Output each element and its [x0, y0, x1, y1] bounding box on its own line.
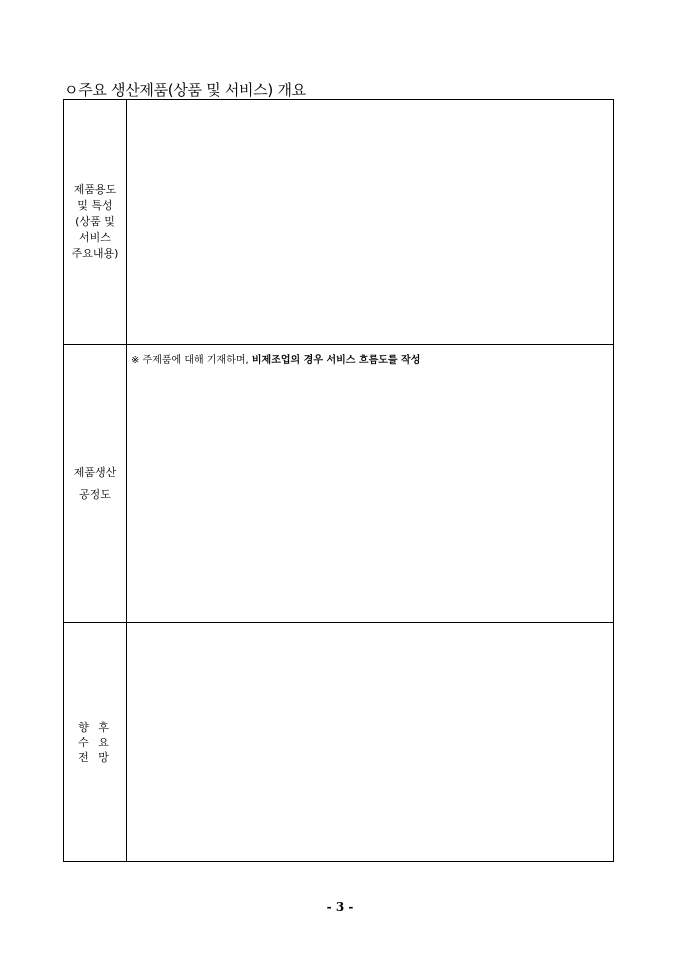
row-label-demand-outlook: [64, 623, 127, 861]
label-line: 제품생산: [73, 465, 117, 479]
note-emphasis: 비제조업의 경우 서비스 흐름도를 작성: [251, 355, 421, 366]
product-features-entry-area[interactable]: [127, 100, 613, 344]
label-line: 및 특성: [77, 199, 113, 212]
label-line: 전 망: [78, 750, 112, 764]
label-line: 수 요: [78, 735, 112, 749]
label-line: 향 후: [78, 720, 112, 734]
product-overview-table: [63, 99, 614, 862]
label-line: 제품용도: [73, 183, 117, 196]
section-heading: ㅇ주요 생산제품(상품 및 서비스) 개요: [64, 81, 306, 99]
production-process-entry-area[interactable]: [127, 345, 613, 622]
row-production-process: [64, 345, 613, 623]
demand-outlook-entry-area[interactable]: [127, 623, 613, 861]
label-line: 서비스: [79, 231, 111, 244]
label-line: 공정도: [79, 487, 111, 501]
page-number: - 3 -: [326, 900, 354, 914]
label-line: (상품 및: [75, 215, 115, 228]
label-line: 주요내용): [71, 247, 119, 260]
row-label-production-process: [64, 345, 127, 622]
instruction-note: [131, 351, 420, 366]
row-demand-outlook: [64, 623, 613, 861]
note-text: ※ 주제품에 대해 기재하며,: [131, 355, 252, 366]
row-label-product-features: [64, 100, 127, 344]
row-product-features: [64, 100, 613, 345]
